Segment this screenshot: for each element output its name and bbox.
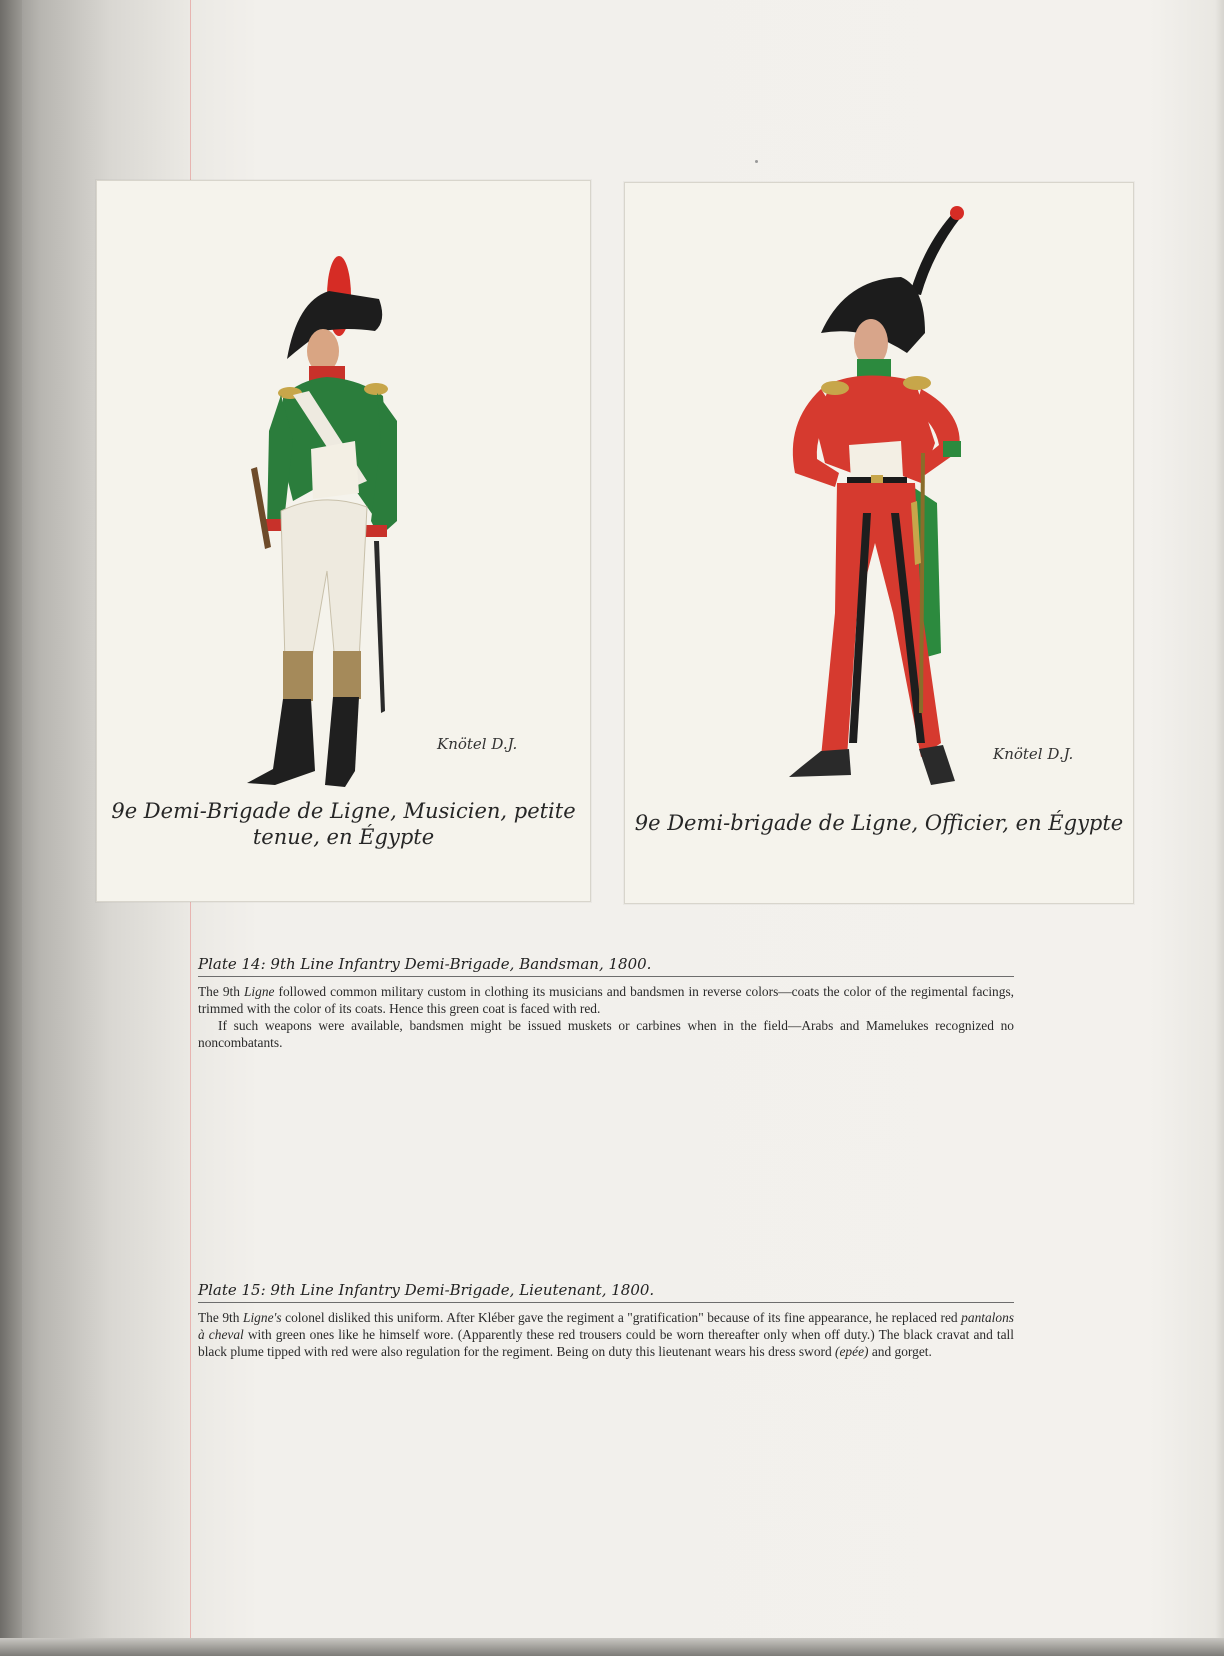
plate-14-heading: Plate 14: 9th Line Infantry Demi-Brigade, Bandsman, 1800. xyxy=(198,955,1014,977)
plate-14-paragraph-2: If such weapons were available, bandsmen might be issued muskets or carbines when in the field—Arabs and Mamelukes recognized no noncombatants. xyxy=(198,1018,1014,1050)
italic-run: Ligne's xyxy=(243,1310,282,1325)
text-run: followed common military custom in clothing its musicians and bandsmen in reverse colors—coats the color of the regimental facings, trimmed with the color of its coats. Hence this green coat is faced with red. xyxy=(198,984,1015,1016)
plate-15-text xyxy=(198,1281,1014,1360)
plate-15-paragraph-1 xyxy=(198,1309,1014,1360)
text-run: with green ones like he himself wore. (Apparently these red trousers could be worn thereafter only when off duty.) The black cravat and tall black plume tipped with red were also regulation for the regiment. Being on duty this lieutenant wears his dress sword xyxy=(198,1327,1014,1359)
plate-15-illustration xyxy=(624,182,1134,904)
plate-14-illustration xyxy=(96,180,591,902)
italic-run: pantalons à cheval xyxy=(198,1310,1014,1342)
plate-14-text xyxy=(198,955,1014,1051)
plate-14-caption-line-1: 9e Demi-Brigade de Ligne, Musicien, petite xyxy=(111,799,576,823)
artist-signature: Knötel D.J. xyxy=(993,745,1074,763)
text-run: The 9th xyxy=(198,1310,244,1325)
lieutenant-figure xyxy=(625,183,1133,903)
italic-run: (epée) xyxy=(835,1344,869,1359)
page-bottom-edge xyxy=(0,1638,1224,1656)
text-run: and gorget. xyxy=(868,1344,932,1359)
plate-15-caption: 9e Demi-brigade de Ligne, Officier, en Égypte xyxy=(634,811,1124,835)
plate-14-paragraph-1 xyxy=(198,983,1014,1017)
text-run: The 9th xyxy=(198,984,244,999)
italic-run: Ligne xyxy=(243,984,275,999)
plate-15-heading: Plate 15: 9th Line Infantry Demi-Brigade, Lieutenant, 1800. xyxy=(198,1281,1014,1303)
bandsman-figure xyxy=(97,181,590,901)
speck xyxy=(755,160,758,163)
book-spine-shadow xyxy=(0,0,22,1656)
artist-signature: Knötel D.J. xyxy=(437,735,518,753)
text-run: colonel disliked this uniform. After Kléber gave the regiment a "gratification" because of its fine appearance, he replaced red xyxy=(281,1310,962,1325)
plate-14-caption-line-2: tenue, en Égypte xyxy=(252,825,435,849)
